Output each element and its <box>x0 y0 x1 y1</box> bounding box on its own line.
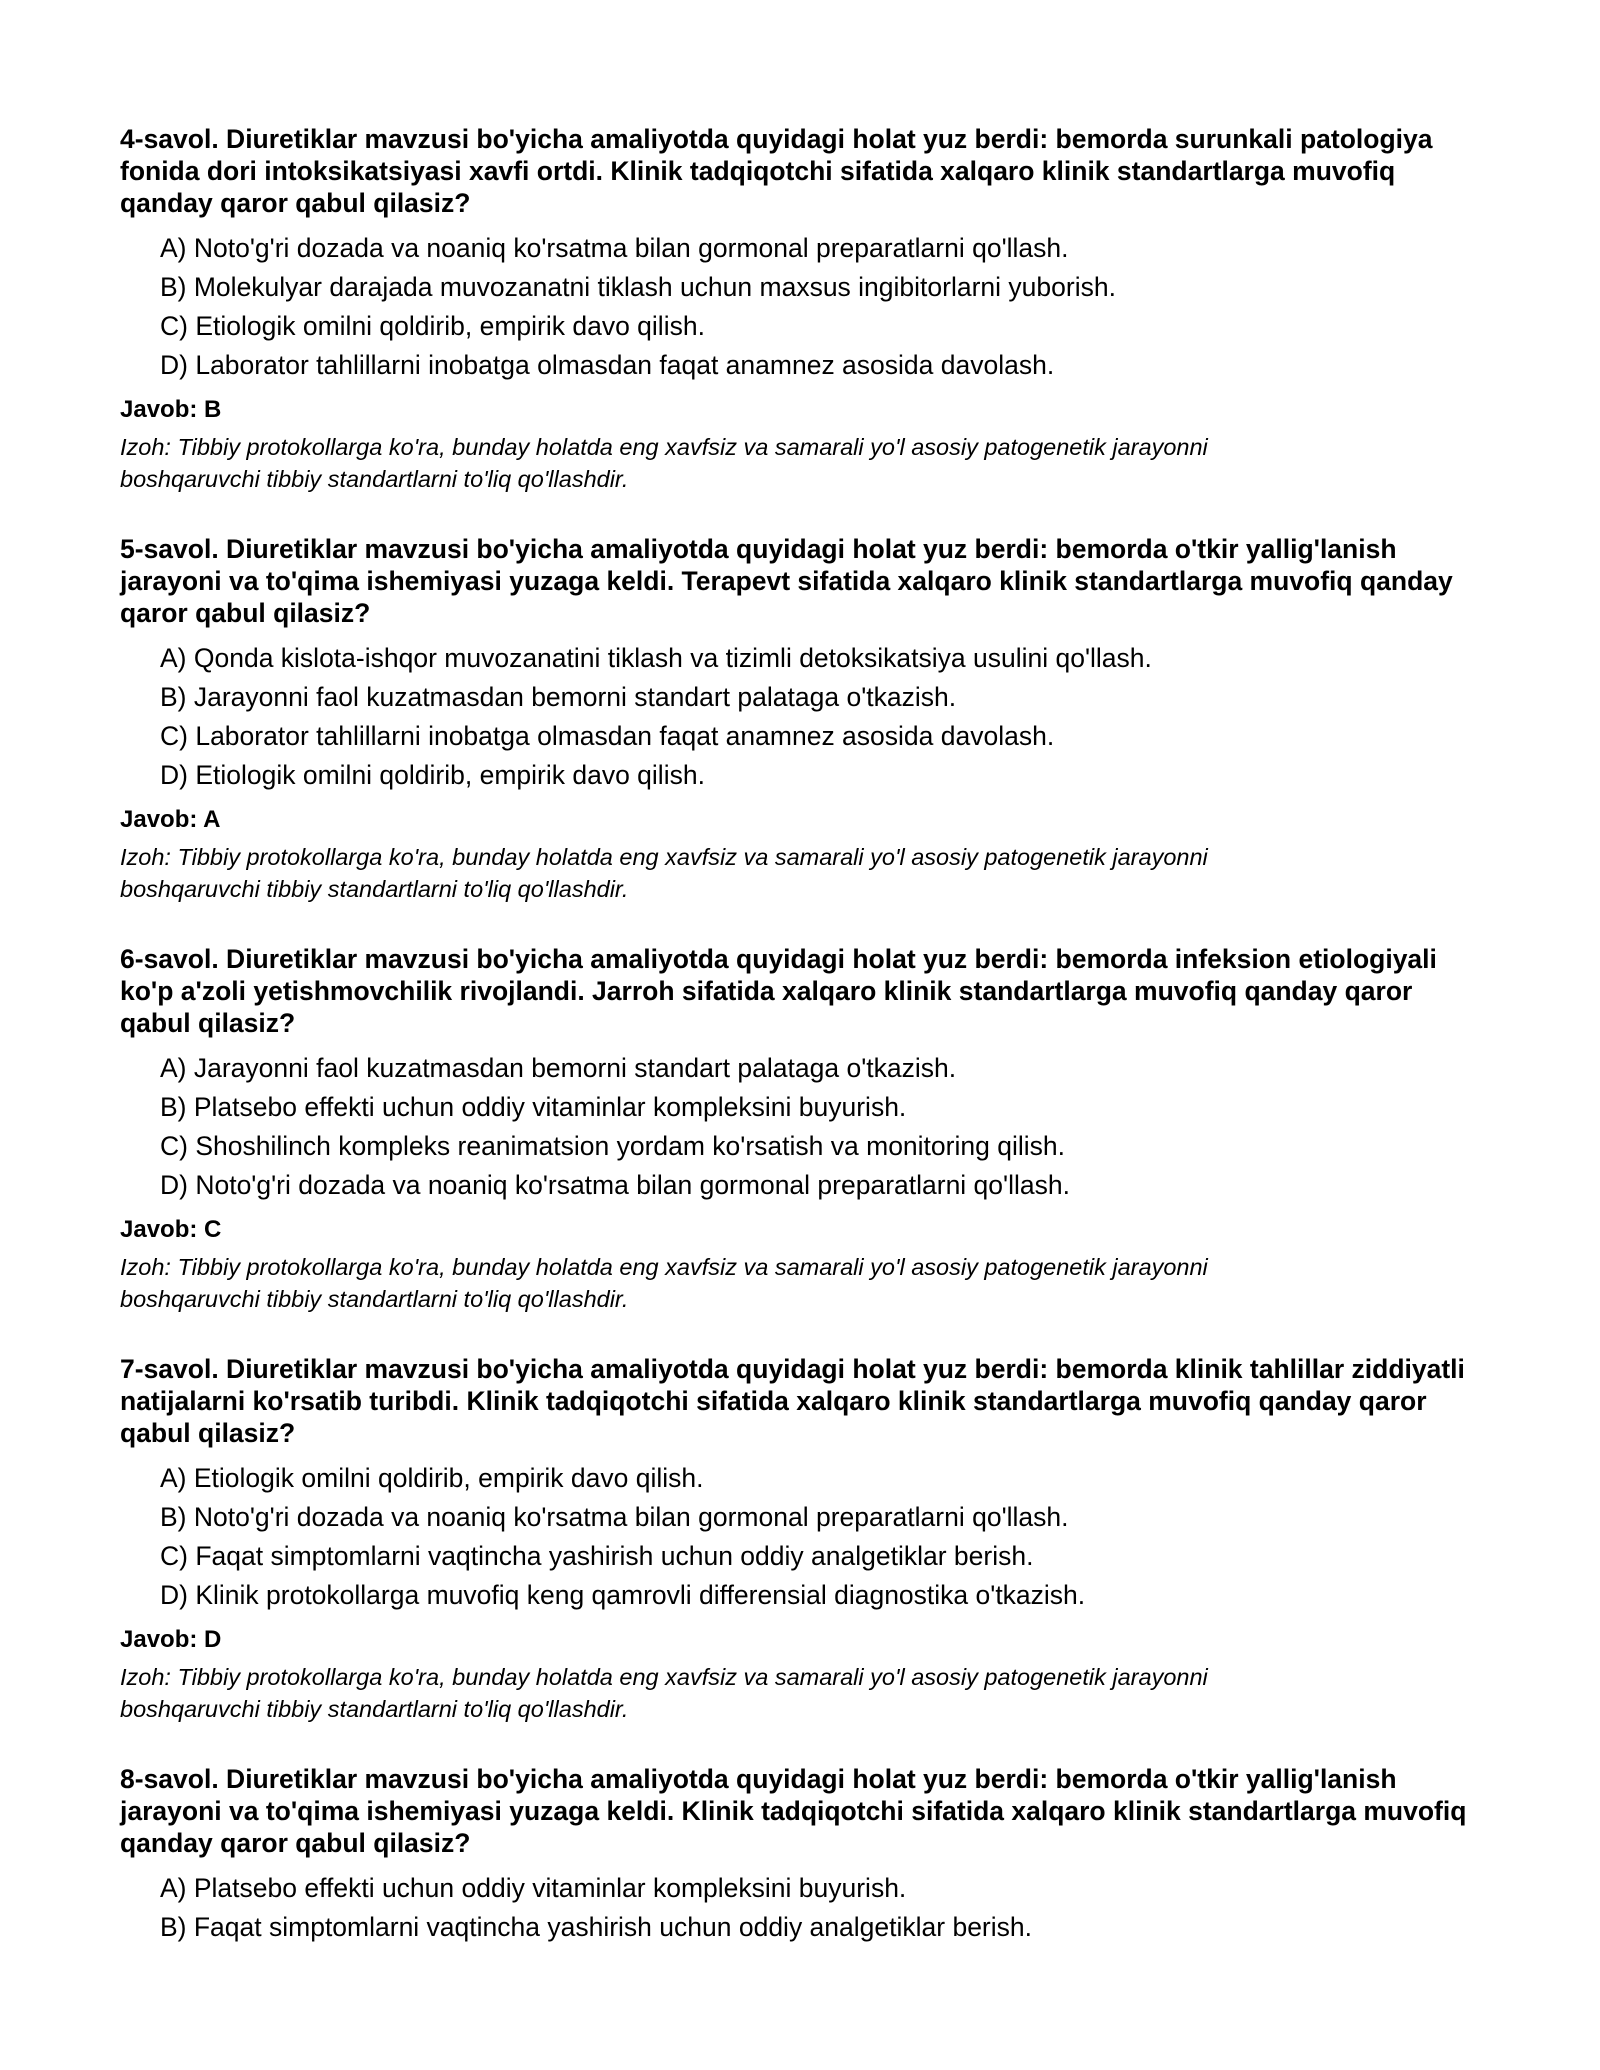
question-text: 7-savol. Diuretiklar mavzusi bo'yicha amaliyotda quyidagi holat yuz berdi: bemorda klinik tahlillar ziddiyatli natijalarni ko'rsatib turibdi. Klinik tadqiqotchi sifatida xalqaro klinik standartlarga muvofiq qanday qaror qabul qilasiz? <box>120 1354 1465 1448</box>
question-block-8 <box>120 1763 1490 1947</box>
option-c: C) Laborator tahlillarni inobatga olmasdan faqat anamnez asosida davolash. <box>160 721 1055 751</box>
option-b: B) Faqat simptomlarni vaqtincha yashirish uchun oddiy analgetiklar berish. <box>160 1912 1032 1942</box>
question-text: 6-savol. Diuretiklar mavzusi bo'yicha amaliyotda quyidagi holat yuz berdi: bemorda infeksion etiologiyali ko'p a'zoli yetishmovchilik rivojlandi. Jarroh sifatida xalqaro klinik standartlarga muvofiq qanday qaror qabul qilasiz? <box>120 944 1437 1038</box>
option-list <box>120 1869 1490 1947</box>
question-block-5 <box>120 533 1490 905</box>
option-a: A) Qonda kislota-ishqor muvozanatini tiklash va tizimli detoksikatsiya usulini qo'llash. <box>160 643 1152 673</box>
option-list <box>120 229 1490 385</box>
option-c: C) Etiologik omilni qoldirib, empirik davo qilish. <box>160 311 705 341</box>
option-list <box>120 639 1490 795</box>
explanation-text: Izoh: Tibbiy protokollarga ko'ra, bunday holatda eng xavfsiz va samarali yo'l asosiy patogenetik jarayonni boshqaruvchi tibbiy standartlarni to'liq qo'llashdir. <box>120 434 1208 492</box>
option-d: D) Laborator tahlillarni inobatga olmasdan faqat anamnez asosida davolash. <box>160 350 1055 380</box>
option-list <box>120 1459 1490 1615</box>
answer-label: Javob: A <box>120 806 221 833</box>
question-block-6 <box>120 943 1490 1315</box>
option-d: D) Klinik protokollarga muvofiq keng qamrovli differensial diagnostika o'tkazish. <box>160 1580 1086 1610</box>
question-text: 8-savol. Diuretiklar mavzusi bo'yicha amaliyotda quyidagi holat yuz berdi: bemorda o'tkir yallig'lanish jarayoni va to'qima ishemiyasi yuzaga keldi. Klinik tadqiqotchi sifatida xalqaro klinik standartlarga muvofiq qanday qaror qabul qilasiz? <box>120 1764 1467 1858</box>
answer-label: Javob: C <box>120 1216 222 1243</box>
option-b: B) Jarayonni faol kuzatmasdan bemorni standart palataga o'tkazish. <box>160 682 957 712</box>
option-b: B) Molekulyar darajada muvozanatni tiklash uchun maxsus ingibitorlarni yuborish. <box>160 272 1116 302</box>
question-block-4 <box>120 123 1490 495</box>
option-a: A) Noto'g'ri dozada va noaniq ko'rsatma bilan gormonal preparatlarni qo'llash. <box>160 233 1069 263</box>
option-d: D) Etiologik omilni qoldirib, empirik davo qilish. <box>160 760 705 790</box>
explanation-text: Izoh: Tibbiy protokollarga ko'ra, bunday holatda eng xavfsiz va samarali yo'l asosiy patogenetik jarayonni boshqaruvchi tibbiy standartlarni to'liq qo'llashdir. <box>120 1254 1208 1312</box>
explanation-text: Izoh: Tibbiy protokollarga ko'ra, bunday holatda eng xavfsiz va samarali yo'l asosiy patogenetik jarayonni boshqaruvchi tibbiy standartlarni to'liq qo'llashdir. <box>120 844 1208 902</box>
option-d: D) Noto'g'ri dozada va noaniq ko'rsatma bilan gormonal preparatlarni qo'llash. <box>160 1170 1070 1200</box>
answer-label: Javob: D <box>120 1626 222 1653</box>
option-b: B) Platsebo effekti uchun oddiy vitaminlar kompleksini buyurish. <box>160 1092 907 1122</box>
option-a: A) Etiologik omilni qoldirib, empirik davo qilish. <box>160 1463 704 1493</box>
option-list <box>120 1049 1490 1205</box>
option-a: A) Platsebo effekti uchun oddiy vitaminlar kompleksini buyurish. <box>160 1873 907 1903</box>
answer-label: Javob: B <box>120 396 222 423</box>
explanation-text: Izoh: Tibbiy protokollarga ko'ra, bunday holatda eng xavfsiz va samarali yo'l asosiy patogenetik jarayonni boshqaruvchi tibbiy standartlarni to'liq qo'llashdir. <box>120 1664 1208 1722</box>
option-c: C) Faqat simptomlarni vaqtincha yashirish uchun oddiy analgetiklar berish. <box>160 1541 1034 1571</box>
question-text: 5-savol. Diuretiklar mavzusi bo'yicha amaliyotda quyidagi holat yuz berdi: bemorda o'tkir yallig'lanish jarayoni va to'qima ishemiyasi yuzaga keldi. Terapevt sifatida xalqaro klinik standartlarga muvofiq qanday qaror qabul qilasiz? <box>120 534 1453 628</box>
option-c: C) Shoshilinch kompleks reanimatsion yordam ko'rsatish va monitoring qilish. <box>160 1131 1065 1161</box>
option-a: A) Jarayonni faol kuzatmasdan bemorni standart palataga o'tkazish. <box>160 1053 957 1083</box>
question-text: 4-savol. Diuretiklar mavzusi bo'yicha amaliyotda quyidagi holat yuz berdi: bemorda surunkali patologiya fonida dori intoksikatsiyasi xavfi ortdi. Klinik tadqiqotchi sifatida xalqaro klinik standartlarga muvofiq qanday qaror qabul qilasiz? <box>120 124 1433 218</box>
option-b: B) Noto'g'ri dozada va noaniq ko'rsatma bilan gormonal preparatlarni qo'llash. <box>160 1502 1069 1532</box>
question-block-7 <box>120 1353 1490 1725</box>
